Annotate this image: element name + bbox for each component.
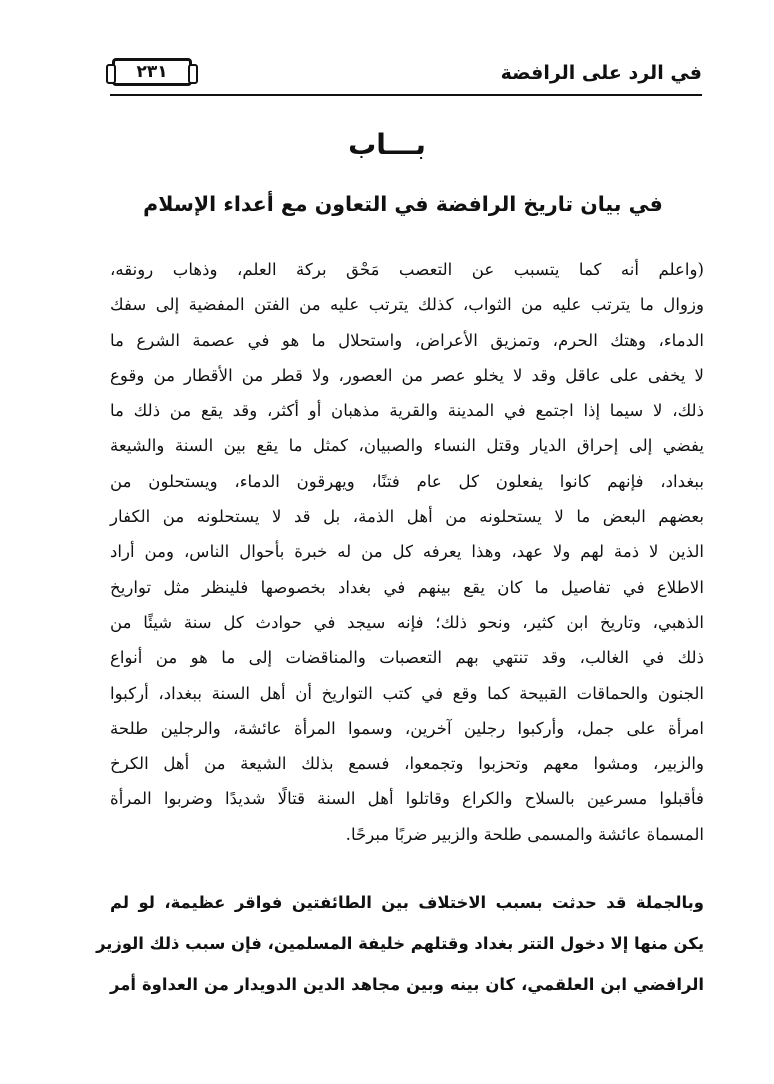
text-line: المسماة عائشة والمسمى طلحة والزبير ضربًا مبرحًا.	[345, 824, 704, 844]
paragraph-1	[110, 252, 704, 852]
header-divider	[110, 94, 702, 96]
text-line: ذلك، لا سيما إذا اجتمع في المدينة والقرية مذهبان أو أكثر، وقد يقع من ذلك ما	[110, 401, 704, 421]
chapter-title: بـــاب	[348, 128, 426, 161]
text-line: الذين لا ذمة لهم ولا عهد، وهذا يعرفه كل من له خبرة بأحوال الناس، ومن أراد	[110, 542, 704, 562]
chapter-subtitle: في بيان تاريخ الرافضة في التعاون مع أعداء الإسلام	[143, 192, 663, 216]
text-line: الجنون والحماقات القبيحة كما وقع في كتب التواريخ أن أهل السنة ببغداد، أركبوا	[110, 683, 704, 703]
text-line: ذلك في الغالب، وقد تنتهي بهم التعصبات والمناقضات إلى ما هو من أنواع	[110, 648, 704, 668]
text-line: يكن منها إلا دخول التتر بغداد وقتلهم خليفة المسلمين، فإن سبب ذلك الوزير	[96, 934, 704, 953]
text-line: يفضي إلى إحراق الديار وقتل النساء والصبيان، كمثل ما يقع بين السنة والشيعة	[110, 436, 704, 456]
text-line: لا يخفى على عاقل وقد لا يخلو عصر من العصور، ولا قطر من الأقطار من وقوع	[110, 365, 704, 385]
text-line: الاطلاع في تفاصيل ما كان يقع بينهم في بغداد بخصوصها فلينظر مثل تواريخ	[110, 577, 704, 597]
text-line: الرافضي ابن العلقمي، كان بينه وبين مجاهد الدين الدويدار من العداوة أمر	[110, 975, 704, 994]
page-number: ٢٣١	[112, 58, 192, 86]
text-line: بعضهم البعض ما لا يستحلونه من أهل الذمة، بل قد لا يستحلونه من الكفار	[110, 507, 704, 527]
text-line: وبالجملة قد حدثت بسبب الاختلاف بين الطائفتين فواقر عظيمة، لو لم	[110, 893, 704, 912]
text-line: (واعلم أنه كما يتسبب عن التعصب مَحْق بركة العلم، وذهاب رونقه،	[110, 260, 704, 279]
text-line: امرأة على جمل، وأركبوا رجلين آخرين، وسموا المرأة عائشة، والرجلين طلحة	[110, 718, 704, 738]
text-line: ببغداد، فإنهم كانوا يفعلون كل عام فتنًا، ويهرقون الدماء، ويستحلون من	[110, 471, 704, 491]
text-line: الدماء، وهتك الحرم، وتمزيق الأعراض، واستحلال ما هو في عصمة الشرع ما	[110, 330, 704, 350]
text-line: الذهبي، وتاريخ ابن كثير، ونحو ذلك؛ فإنه سيجد في حوادث كل سنة شيئًا من	[110, 612, 704, 632]
text-line: فأقبلوا مسرعين بالسلاح والكراع وقاتلوا أهل السنة قتالًا شديدًا وضربوا المرأة	[110, 789, 704, 809]
paragraph-2	[96, 882, 704, 1005]
text-line: والزبير، ومشوا معهم وتحزبوا وتجمعوا، فسمع بذلك الشيعة من أهل الكرخ	[110, 754, 704, 774]
text-line: وزوال ما يترتب عليه من الثواب، كذلك يترتب عليه من الفتن المفضية إلى سفك	[110, 295, 704, 315]
running-header-title: في الرد على الرافضة	[500, 62, 702, 84]
